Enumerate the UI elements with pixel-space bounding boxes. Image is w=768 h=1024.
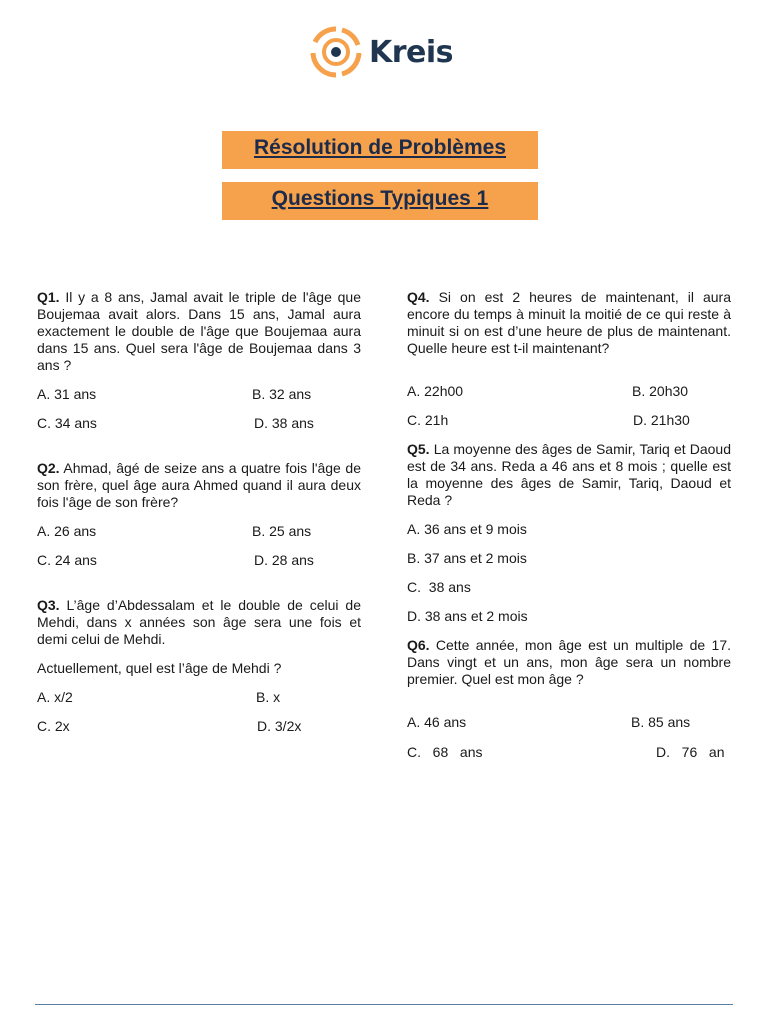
option[interactable]: C. 24 ans	[37, 552, 97, 568]
option[interactable]: C. 68 ans	[407, 744, 483, 760]
question-text: Il y a 8 ans, Jamal avait le triple de l'âge que Boujemaa avait alors. Dans 15 ans, Jamal aura exactement le double de l'âge que Boujemaa aura dans 15 ans. Quel sera l'âge de Boujemaa dans 3 ans ?	[37, 289, 361, 373]
question-1	[37, 289, 361, 374]
question-number: Q1.	[37, 289, 60, 305]
question-4	[407, 289, 731, 357]
question-text: Cette année, mon âge est un multiple de 17. Dans vingt et un ans, mon âge sera un nombre premier. Quel est mon âge ?	[407, 637, 731, 687]
question-number: Q3.	[37, 597, 60, 613]
question-text: La moyenne des âges de Samir, Tariq et Daoud est de 34 ans. Reda a 46 ans et 8 mois ; quelle est la moyenne des âges de Samir, Tariq, Daoud et Reda ?	[407, 441, 731, 508]
option[interactable]: C. 34 ans	[37, 415, 97, 431]
option[interactable]: C. 38 ans	[407, 579, 471, 595]
option[interactable]: A. x/2	[37, 689, 73, 705]
options-q4	[407, 383, 731, 429]
option[interactable]: B. x	[256, 689, 281, 705]
footer-divider	[35, 1004, 733, 1005]
option[interactable]: A. 26 ans	[37, 523, 97, 539]
option[interactable]: D. 38 ans et 2 mois	[407, 608, 528, 624]
main-title: Résolution de Problèmes	[222, 131, 538, 169]
option[interactable]: D. 76 an	[656, 744, 725, 760]
option[interactable]: D. 21h30	[633, 412, 690, 428]
question-2	[37, 460, 361, 511]
question-number: Q5.	[407, 441, 430, 457]
option[interactable]: B. 85 ans	[631, 714, 691, 730]
option[interactable]: B. 37 ans et 2 mois	[407, 550, 527, 566]
option[interactable]: C. 2x	[37, 718, 70, 734]
question-3-prompt: Actuellement, quel est l’âge de Mehdi ?	[37, 660, 282, 676]
option[interactable]: B. 25 ans	[252, 523, 312, 539]
options-q2	[37, 523, 361, 569]
question-text: Si on est 2 heures de maintenant, il aura encore du temps à minuit la moitié de ce qui reste à minuit si on est d’une heure de plus de maintenant. Quelle heure est t-il maintenant?	[407, 289, 731, 356]
question-number: Q6.	[407, 637, 430, 653]
right-column	[407, 289, 731, 761]
question-number: Q4.	[407, 289, 430, 305]
brand-logo	[309, 26, 453, 78]
question-3	[37, 597, 361, 648]
option[interactable]: A. 31 ans	[37, 386, 97, 402]
option[interactable]: D. 28 ans	[254, 552, 314, 568]
options-q1	[37, 386, 361, 432]
option[interactable]: B. 32 ans	[252, 386, 312, 402]
question-text: Ahmad, âgé de seize ans a quatre fois l'âge de son frère, quel âge aura Ahmed quand il aura deux fois l'âge de son frère?	[37, 460, 361, 510]
sub-title: Questions Typiques 1	[222, 182, 538, 220]
option[interactable]: A. 22h00	[407, 383, 464, 399]
option[interactable]: D. 3/2x	[257, 718, 302, 734]
options-q6	[407, 714, 731, 761]
option[interactable]: A. 36 ans et 9 mois	[407, 521, 527, 537]
question-number: Q2.	[37, 460, 60, 476]
option[interactable]: D. 38 ans	[254, 415, 314, 431]
question-6	[407, 637, 731, 688]
option[interactable]: C. 21h	[407, 412, 449, 428]
option[interactable]: A. 46 ans	[407, 714, 467, 730]
kreis-logo-icon	[309, 25, 363, 79]
question-5	[407, 441, 731, 509]
option[interactable]: B. 20h30	[632, 383, 689, 399]
brand-name: Kreis	[369, 34, 454, 70]
left-column	[37, 289, 361, 735]
options-q3	[37, 689, 361, 735]
question-text: L’âge d’Abdessalam et le double de celui de Mehdi, dans x années son âge sera une fois et demi celui de Mehdi.	[37, 597, 361, 647]
options-q5	[407, 521, 731, 625]
